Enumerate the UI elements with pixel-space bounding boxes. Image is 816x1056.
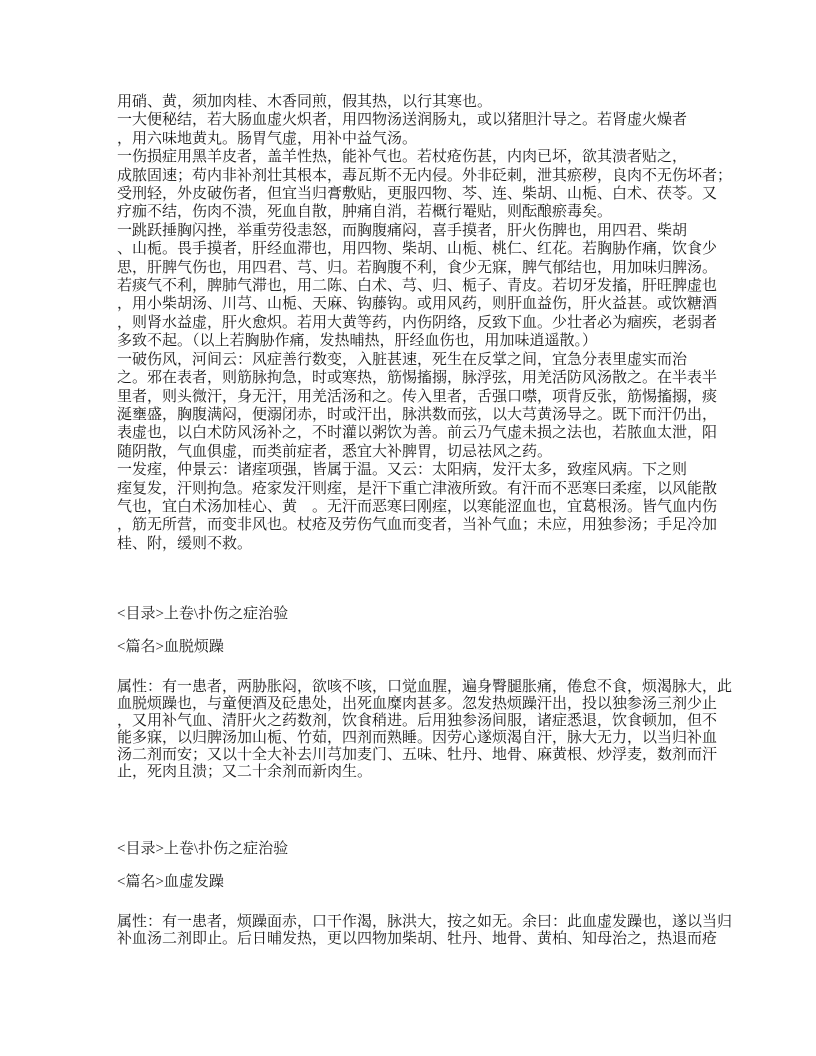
case-paragraph-1: 属性：有一患者，两胁胀闷，欲咳不咳，口觉血腥，遍身臀腿胀痛，倦怠不食，烦渴脉大，此 血脱烦躁也，与童便酒及砭患处，出死血糜肉甚多。忽发热烦躁汗出，投以独参汤三剂少止 ，又用补气血、清肝火之药数剂，饮食稍进。后用独参汤间服，诸症悉退，饮食顿加，但不 能多寐，以归脾汤加山栀、竹茹，四剂而熟睡。因劳心遂烦渴自汗，脉大无力，以当归补血 汤二剂而安；又以十全大补去川芎加麦门、五味、牡丹、地骨、麻黄根、炒浮麦，数剂而汗 止，死肉且溃；又二十余剂而新肉生。 <box>117 679 733 781</box>
section-title-1: <篇名>血脱烦躁 <box>117 639 224 655</box>
treatment-notes-paragraph: 用硝、黄，须加肉桂、木香同煎，假其热，以行其寒也。 一大便秘结，若大肠血虚火炽者，用四物汤送润肠丸，或以猪胆汁导之。若肾虚火燥者 ，用六味地黄丸。肠胃气虚，用补中益气汤。 一伤损症用黑羊皮者，盖羊性热，能补气也。若杖疮伤甚，内肉已坏，欲其溃者贴之， 成脓固速；苟内非补剂壮其根本，毒瓦斯不无内侵。外非砭刺，泄其瘀秽，良肉不无伤坏者； 受刑轻，外皮破伤者，但宜当归膏敷贴，更服四物、芩、连、柴胡、山栀、白术、茯苓。又 疗痂不结，伤肉不溃，死血自散，肿痛自消，若概行罨贴，则酝酿瘀毒矣。 一跳跃捶胸闪挫，举重劳役恚怒，而胸腹痛闷，喜手摸者，肝火伤脾也，用四君、柴胡 、山栀。畏手摸者，肝经血滞也，用四物、柴胡、山栀、桃仁、红花。若胸胁作痛，饮食少 思，肝脾气伤也，用四君、芎、归。若胸腹不利，食少无寐，脾气郁结也，用加味归脾汤。 若痰气不利，脾肺气滞也，用二陈、白术、芎、归、栀子、青皮。若切牙发搐，肝旺脾虚也 ，用小柴胡汤、川芎、山栀、天麻、钩藤钩。或用风药，则肝血益伤，肝火益甚。或饮糖酒 ，则肾水益虚，肝火愈炽。若用大黄等药，内伤阴络，反致下血。少壮者必为痼疾，老弱者 多致不起。（以上若胸胁作痛，发热晡热，肝经血伤也，用加味逍遥散。） 一破伤风，河间云：风症善行数变，入脏甚速，死生在反掌之间，宜急分表里虚实而治 之。邪在表者，则筋脉拘急，时或寒热，筋惕搐搦，脉浮弦，用羌活防风汤散之。在半表半 里者，则头微汗，身无汗，用羌活汤和之。传入里者，舌强口噤，项背反张，筋惕搐搦，痰 涎壅盛，胸腹满闷，便溺闭赤，时或汗出，脉洪数而弦，以大芎黄汤导之。既下而汗仍出， 表虚也，以白术防风汤补之，不时灌以粥饮为善。前云乃气虚未损之法也，若脓血太泄，阳 随阴散，气血俱虚，而类前症者，悉宜大补脾胃，切忌祛风之药。 一发痓，仲景云：诸痓项强，皆属于温。又云：太阳病，发汗太多，致痓风病。下之则 痓复发，汗则拘急。疮家发汗则痓，是汗下重亡津液所致。有汗而不恶寒曰柔痓，以风能散 气也，宜白术汤加桂心、黄 。无汗而恶寒曰刚痓，以寒能涩血也，宜葛根汤。皆气血内伤 ，筋无所营，而变非风也。杖疮及劳伤气血而变者，当补气血；未应，用独参汤；手足冷加 桂、附，缓则不救。 <box>117 94 733 552</box>
catalog-line-2: <目录>上卷\扑伤之症治验 <box>117 841 289 857</box>
case-paragraph-2: 属性：有一患者，烦躁面赤，口干作渴，脉洪大，按之如无。余曰：此血虚发躁也，遂以当归 补血汤二剂即止。后日晡发热，更以四物加柴胡、牡丹、地骨、黄柏、知母治之，热退而疮 <box>117 914 733 948</box>
section-title-2: <篇名>血虚发躁 <box>117 874 224 890</box>
catalog-line-1: <目录>上卷\扑伤之症治验 <box>117 606 289 622</box>
